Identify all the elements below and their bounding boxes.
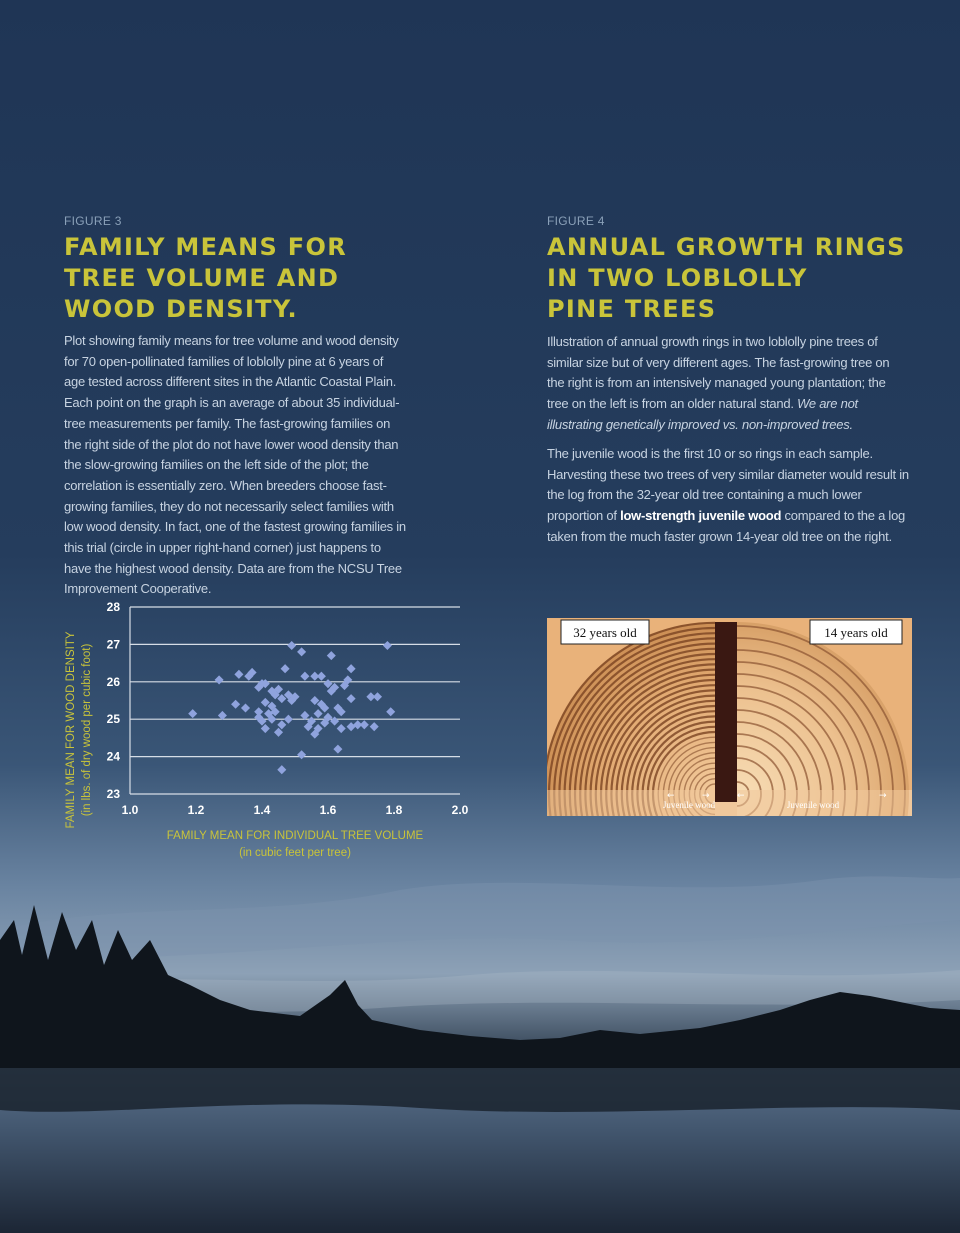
chart-point (300, 672, 309, 681)
chart-point (327, 651, 336, 660)
figure4-paragraph-2-bold: low-strength juvenile wood (620, 508, 782, 524)
figure4-paragraph-2 (547, 444, 909, 548)
chart-x-tick-label: 1.6 (319, 803, 337, 817)
chart-point (287, 641, 296, 650)
chart-point (386, 707, 395, 716)
chart-x-tick-label: 2.0 (451, 803, 469, 817)
arrow-right-icon: → (879, 791, 887, 801)
chart-point (215, 675, 224, 684)
chart-point (188, 709, 197, 718)
chart-point (333, 745, 342, 754)
chart-point (370, 722, 379, 731)
chart-y-axis-label: FAMILY MEAN FOR WOOD DENSITY (65, 631, 77, 829)
figure3-title (64, 232, 347, 325)
figure4-paragraph-1-text: Illustration of annual growth rings in two loblolly pine trees of similar size but of very different ages. The fast-growing tree on the right is from an intensively managed young plantation; the tree on the left is from an older natural stand. (547, 334, 890, 412)
arrow-left-icon: ← (737, 791, 745, 801)
chart-point (231, 700, 240, 709)
figure3-description: Plot showing family means for tree volume and wood density for 70 open-pollinated families of loblolly pine at 6 years of age tested across different sites in the Atlantic Coastal Plain. Each point on the graph is an average of about 35 individual-tree measurements per family. The fast-growing families on the right side of the plot do not have lower wood density than the slow-growing families on the left side of the plot; the correlation is essentially zero. When breeders choose fast-growing families, they do not necessarily select families with low wood density. In fact, one of the fastest growing families in this trial (circle in upper right-hand corner) just happens to have the highest wood density. Data are from the NCSU Tree Improvement Cooperative. (64, 333, 406, 597)
chart-x-tick-label: 1.0 (121, 803, 139, 817)
chart-x-tick-label: 1.2 (187, 803, 205, 817)
chart-point (373, 692, 382, 701)
figure3-title-line-2: TREE VOLUME AND (64, 264, 340, 292)
chart-y-tick-label: 28 (106, 600, 120, 614)
chart-x-tick-label: 1.8 (385, 803, 403, 817)
center-divider (715, 622, 737, 802)
figure3-title-line-3: WOOD DENSITY. (64, 295, 298, 323)
chart-points (188, 641, 395, 774)
figure4-label: FIGURE 4 (547, 214, 605, 228)
chart-y-tick-label: 24 (106, 749, 120, 764)
figure4-title-line-1: ANNUAL GROWTH RINGS (547, 233, 906, 261)
chart-point (347, 664, 356, 673)
figure4-paragraph-2-text-before: The juvenile wood is the first 10 or so rings in each sample. Harvesting these two trees of very similar diameter would result in the log from the 32-year old tree containing a much lower proportion of (547, 446, 909, 524)
chart-point (297, 750, 306, 759)
figure4-title (547, 232, 906, 325)
chart-y-tick-label: 25 (106, 712, 120, 727)
figure3-title-line-1: FAMILY MEANS FOR (64, 233, 347, 261)
left-age-label: 32 years old (573, 625, 637, 640)
chart-point (314, 709, 323, 718)
chart-point (317, 672, 326, 681)
chart-y-axis-sublabel: (in lbs. of dry wood per cubic foot) (81, 643, 93, 817)
chart-x-axis-label: FAMILY MEAN FOR INDIVIDUAL TREE VOLUME (166, 830, 424, 842)
chart-point (360, 720, 369, 729)
chart-point (383, 641, 392, 650)
chart-point (337, 724, 346, 733)
growth-rings-photo (547, 618, 912, 816)
chart-y-tick-label: 27 (106, 637, 120, 652)
chart-point (277, 765, 286, 774)
figure4-title-line-2: IN TWO LOBLOLLY (547, 264, 808, 292)
chart-point (281, 664, 290, 673)
figure4-paragraph-1 (547, 332, 909, 436)
figure3-label: FIGURE 3 (64, 214, 122, 228)
chart-x-tick-label: 1.4 (253, 803, 271, 817)
chart-point (347, 694, 356, 703)
scatter-chart (55, 596, 485, 866)
chart-point (284, 715, 293, 724)
arrow-left-icon: ← (667, 791, 675, 801)
chart-point (347, 722, 356, 731)
chart-x-axis-sublabel: (in cubic feet per tree) (239, 847, 351, 859)
right-age-label: 14 years old (824, 625, 888, 640)
figure4-paragraph-1-italic: We are not illustrating genetically improved vs. non-improved trees. (547, 396, 858, 432)
figure4-title-line-3: PINE TREES (547, 295, 717, 323)
left-juvenile-wood-caption: Juvenile wood (662, 800, 716, 810)
right-juvenile-wood-caption: Juvenile wood (786, 800, 840, 810)
arrow-right-icon: → (702, 791, 710, 801)
chart-y-tick-label: 26 (106, 674, 120, 689)
figure4-paragraph-2-text-after: compared to the a log taken from the much faster grown 14-year old tree on the right. (547, 508, 906, 544)
chart-tick-labels (107, 600, 469, 817)
chart-point (241, 703, 250, 712)
chart-point (297, 647, 306, 656)
chart-y-tick-label: 23 (106, 787, 120, 801)
chart-point (234, 670, 243, 679)
